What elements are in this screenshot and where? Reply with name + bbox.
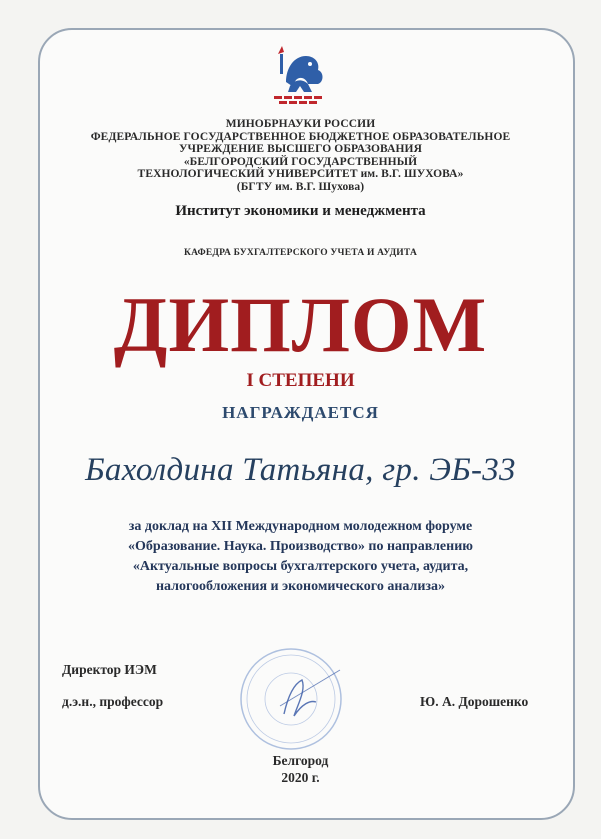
org-line: (БГТУ им. В.Г. Шухова): [236, 180, 365, 193]
org-line: ФЕДЕРАЛЬНОЕ ГОСУДАРСТВЕННОЕ БЮДЖЕТНОЕ ОБРАЗОВАТЕЛЬНОЕ: [90, 130, 511, 143]
award-description: [0, 517, 601, 597]
department-name: КАФЕДРА БУХГАЛТЕРСКОГО УЧЕТА И АУДИТА: [183, 248, 418, 258]
org-line: «БЕЛГОРОДСКИЙ ГОСУДАРСТВЕННЫЙ: [183, 155, 418, 168]
year: 2020 г.: [281, 770, 320, 785]
signatory-name: Ю. А. Дорошенко: [420, 694, 529, 709]
description-line: налогообложения и экономического анализа»: [155, 579, 446, 594]
description-line: «Актуальные вопросы бухгалтерского учета, аудита,: [132, 559, 469, 574]
signatory-degree: д.э.н., профессор: [62, 694, 164, 709]
org-line: УЧРЕЖДЕНИЕ ВЫСШЕГО ОБРАЗОВАНИЯ: [179, 143, 422, 156]
university-logo-icon: [268, 42, 332, 106]
diploma-degree: I СТЕПЕНИ: [246, 370, 355, 391]
signatory-position: Директор ИЭМ: [62, 662, 157, 677]
awarded-label: НАГРАЖДАЕТСЯ: [222, 403, 379, 422]
institute-name: Институт экономики и менеджмента: [175, 203, 426, 219]
organization-header: [0, 118, 601, 194]
recipient-name: Бахолдина Татьяна, гр. ЭБ-33: [85, 452, 516, 488]
org-line: МИНОБРНАУКИ РОССИИ: [225, 118, 376, 130]
diploma-title: ДИПЛОМ: [113, 281, 488, 368]
city: Белгород: [272, 753, 329, 768]
description-line: за доклад на XII Международном молодежном форуме: [128, 519, 473, 534]
description-line: «Образование. Наука. Производство» по направлению: [128, 539, 473, 554]
org-line: ТЕХНОЛОГИЧЕСКИЙ УНИВЕРСИТЕТ им. В.Г. ШУХОВА»: [137, 168, 464, 181]
official-stamp-icon: [236, 644, 346, 754]
place-and-date: [0, 752, 601, 786]
